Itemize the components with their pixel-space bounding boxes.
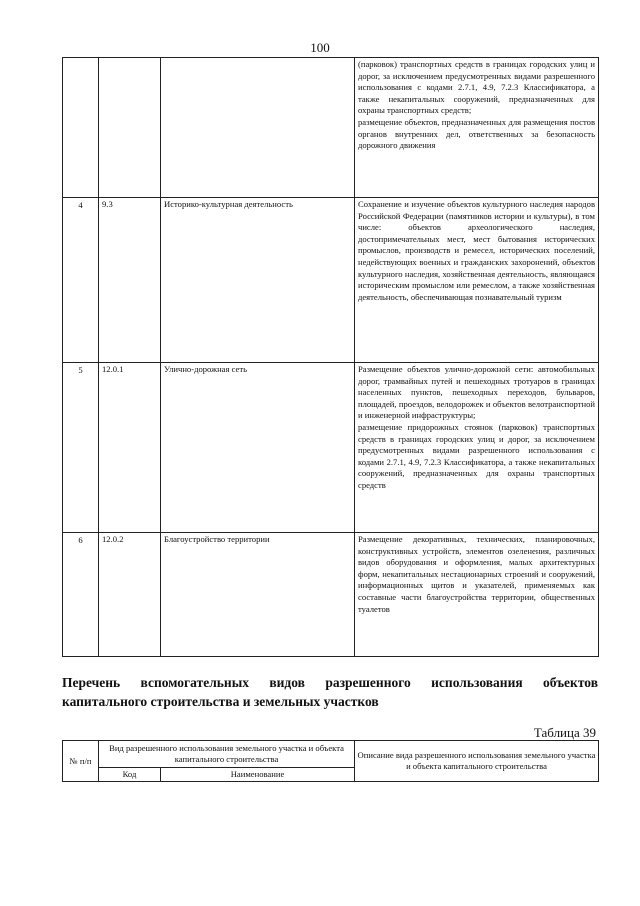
row-name: Благоустройство территории: [161, 533, 355, 657]
page-number: 100: [310, 40, 330, 55]
row-name: Улично-дорожная сеть: [161, 363, 355, 533]
description-paragraph: Размещение объектов улично-дорожной сети: автомобильных дорог, трамвайных путей и пешеходных тротуаров в границах населенных пунктов, пешеходных переходов, бульваров, площадей, проездов, велодорожек и объектов велотранспортной и инженерной инфраструктуры;: [358, 364, 595, 421]
land-use-table: [62, 57, 599, 657]
description-paragraph: размещение объектов, предназначенных для размещения постов органов внутренних дел, ответственных за безопасность дорожного движения: [358, 116, 595, 151]
row-description: [355, 198, 599, 363]
row-code: 12.0.1: [99, 363, 161, 533]
description-paragraph: размещение придорожных стоянок (парковок) транспортных средств в границах городских улиц и дорог, за исключением предусмотренных видами разрешенного использования с кодами 2.7.1, 4.9, 7.2.3 Классификатора, а также некапитальных сооружений, предназначенных для охраны транспортных средств: [358, 421, 595, 490]
row-code: 12.0.2: [99, 533, 161, 657]
row-description: [355, 533, 599, 657]
table-row: [63, 363, 599, 533]
description-paragraph: Сохранение и изучение объектов культурного наследия народов Российской Федерации (памятников истории и культуры), в том числе: объектов археологического наследия, достопримечательных мест, мест бытования исторических промыслов, производств и ремесел, исторических поселений, недействующих военных и гражданских захоронений, объектов культурного наследия, хозяйственная деятельность, являющаяся историческим промыслом или ремеслом, а также хозяйственная деятельность, обеспечивающая познавательный туризм: [358, 199, 595, 302]
description-paragraph: Размещение декоративных, технических, планировочных, конструктивных устройств, элементов озеленения, различных видов оборудования и оформления, малых архитектурных форм, некапитальных нестационарных строений и сооружений, информационных щитов и указателей, применяемых как составные части благоустройства территории, общественных туалетов: [358, 534, 595, 614]
row-code: 9.3: [99, 198, 161, 363]
row-description: [355, 363, 599, 533]
table-row: [63, 58, 599, 198]
header-col-group: Вид разрешенного использования земельного участка и объекта капитального строительства: [99, 741, 355, 768]
row-description: [355, 58, 599, 198]
section-heading: Перечень вспомогательных видов разрешенного использования объектов капитального строительства и земельных участков: [62, 675, 598, 709]
description-paragraph: (парковок) транспортных средств в границах городских улиц и дорог, за исключением предусмотренных видами разрешенного использования с кодами 2.7.1, 4.9, 7.2.3 Классификатора, а также некапитальных сооружений, предназначенных для охраны транспортных средств;: [358, 59, 595, 116]
row-number: 5: [63, 363, 99, 533]
header-col-code: Код: [99, 768, 161, 782]
row-number: 6: [63, 533, 99, 657]
header-row: [63, 741, 599, 768]
header-col-name: Наименование: [161, 768, 355, 782]
table-39-header: [62, 740, 599, 782]
header-col-description: Описание вида разрешенного использования земельного участка и объекта капитального строительства: [355, 741, 599, 782]
row-code: [99, 58, 161, 198]
row-name: Историко-культурная деятельность: [161, 198, 355, 363]
row-number: [63, 58, 99, 198]
table-row: [63, 198, 599, 363]
row-number: 4: [63, 198, 99, 363]
header-col-num: № п/п: [63, 741, 99, 782]
table-row: [63, 533, 599, 657]
table-label: Таблица 39: [533, 725, 596, 740]
row-name: [161, 58, 355, 198]
